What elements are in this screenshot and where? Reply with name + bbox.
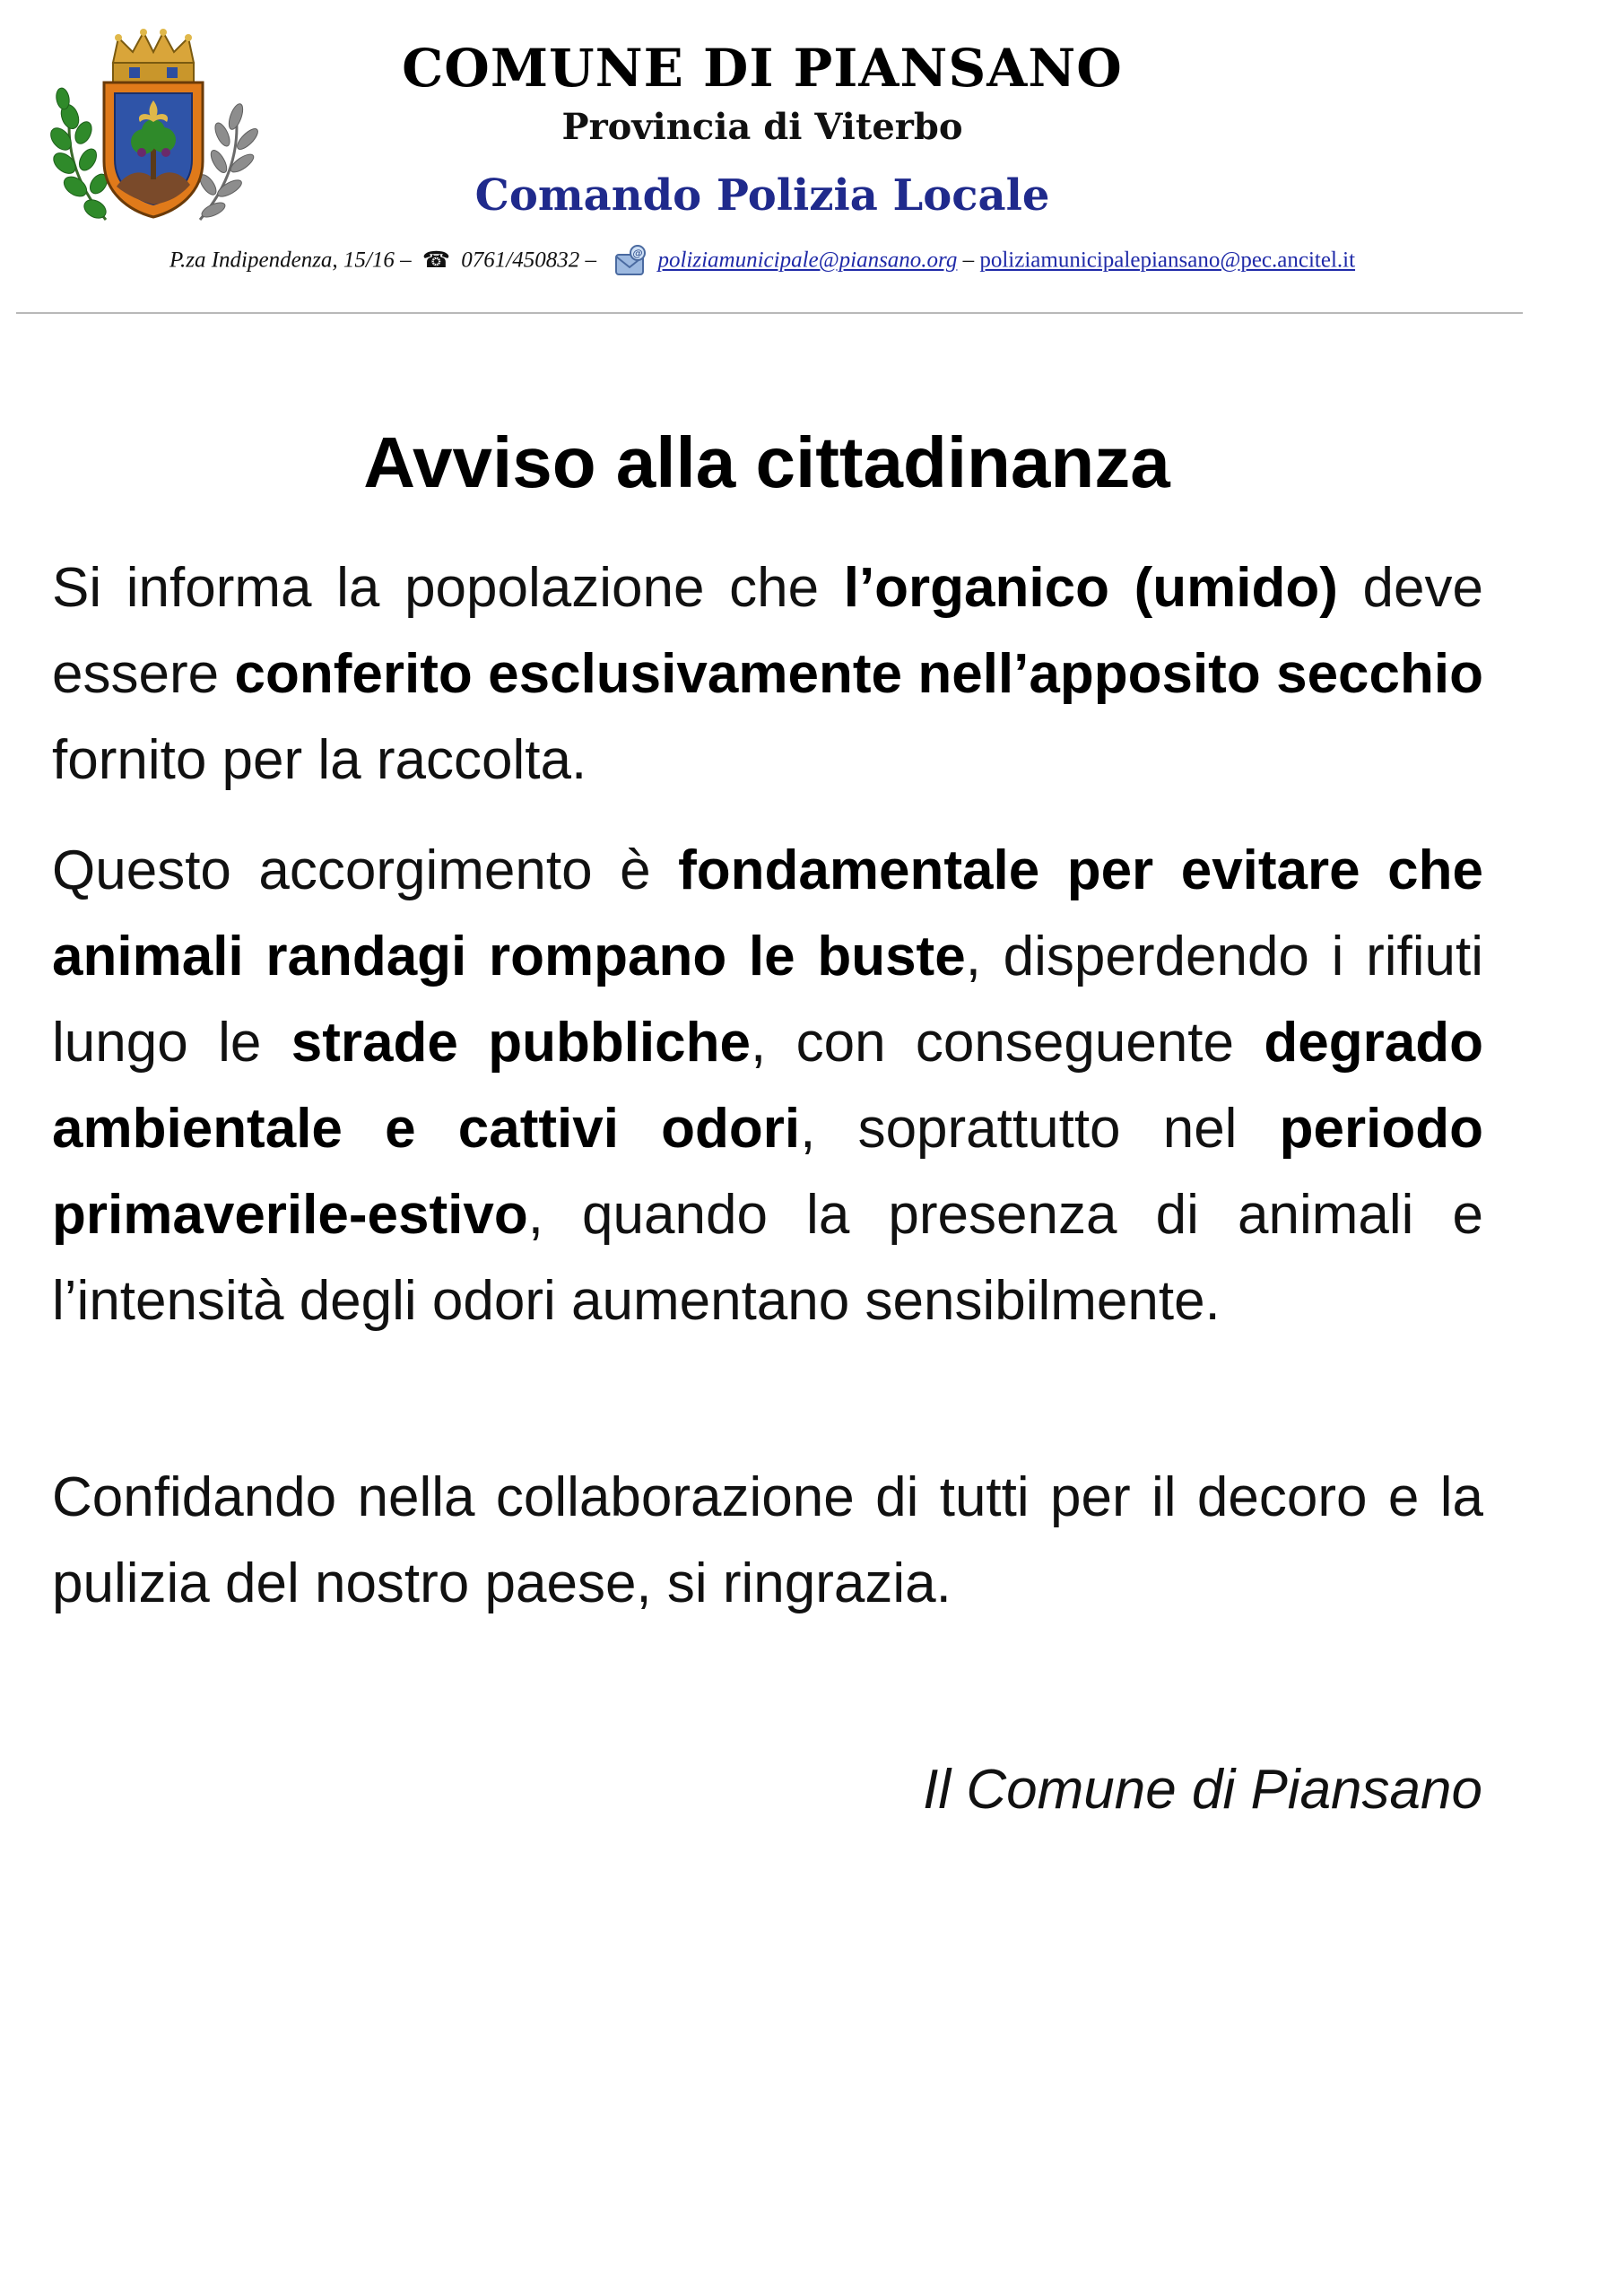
p1-bold-2: conferito esclusivamente nell’apposito secchio: [234, 643, 1483, 705]
phone-number: 0761/450832 –: [461, 248, 596, 273]
p1-bold-1: l’organico (umido): [843, 557, 1338, 619]
department-name: Comando Polizia Locale: [474, 170, 1050, 221]
notice-title: Avviso alla cittadinanza: [363, 422, 1170, 502]
p1-text-3: fornito per la raccolta.: [52, 729, 587, 791]
p2-bold-2: strade pubbliche: [291, 1012, 751, 1074]
svg-text:@: @: [632, 248, 643, 259]
p2-text-3: , con conseguente: [750, 1012, 1264, 1074]
municipality-name: COMUNE DI PIANSANO: [402, 38, 1123, 99]
p2-text-2: , disperdendo i rifiuti lungo le: [52, 926, 1484, 1074]
email-link[interactable]: poliziamunicipale@piansano.org: [657, 248, 958, 273]
header-divider: [16, 312, 1523, 314]
email-icon: [613, 244, 648, 280]
province-name: Provincia di Viterbo: [561, 106, 963, 148]
p1-text-1: Si informa la popolazione che: [52, 557, 844, 619]
p2-text-1: Questo accorgimento è: [52, 839, 679, 901]
p2-bold-1: fondamentale per evitare che animali randagi rompano le buste: [52, 839, 1483, 987]
paragraph-2: [52, 828, 1483, 1344]
contact-separator: –: [962, 248, 975, 273]
signature: Il Comune di Piansano: [923, 1759, 1482, 1821]
p2-text-5: , quando la presenza di animali e l’intensità degli odori aumentano sensibilmente.: [52, 1184, 1483, 1332]
paragraph-3: Confidando nella collaborazione di tutti per il decoro e la pulizia del nostro paese, si ringrazia.: [52, 1466, 1483, 1614]
address-text: P.za Indipendenza, 15/16 –: [169, 248, 412, 273]
pec-link[interactable]: poliziamunicipalepiansano@pec.ancitel.it: [979, 248, 1356, 273]
phone-icon: ☎: [421, 248, 451, 273]
paragraph-1: [52, 545, 1483, 804]
p2-text-4: , soprattutto nel: [800, 1098, 1280, 1160]
p2-bold-4: periodo primaverile-estivo: [52, 1098, 1483, 1246]
p2-bold-3: degrado ambientale e cattivi odori: [52, 1012, 1483, 1160]
contact-line: [0, 244, 1525, 280]
p1-text-2: deve essere: [52, 557, 1483, 705]
